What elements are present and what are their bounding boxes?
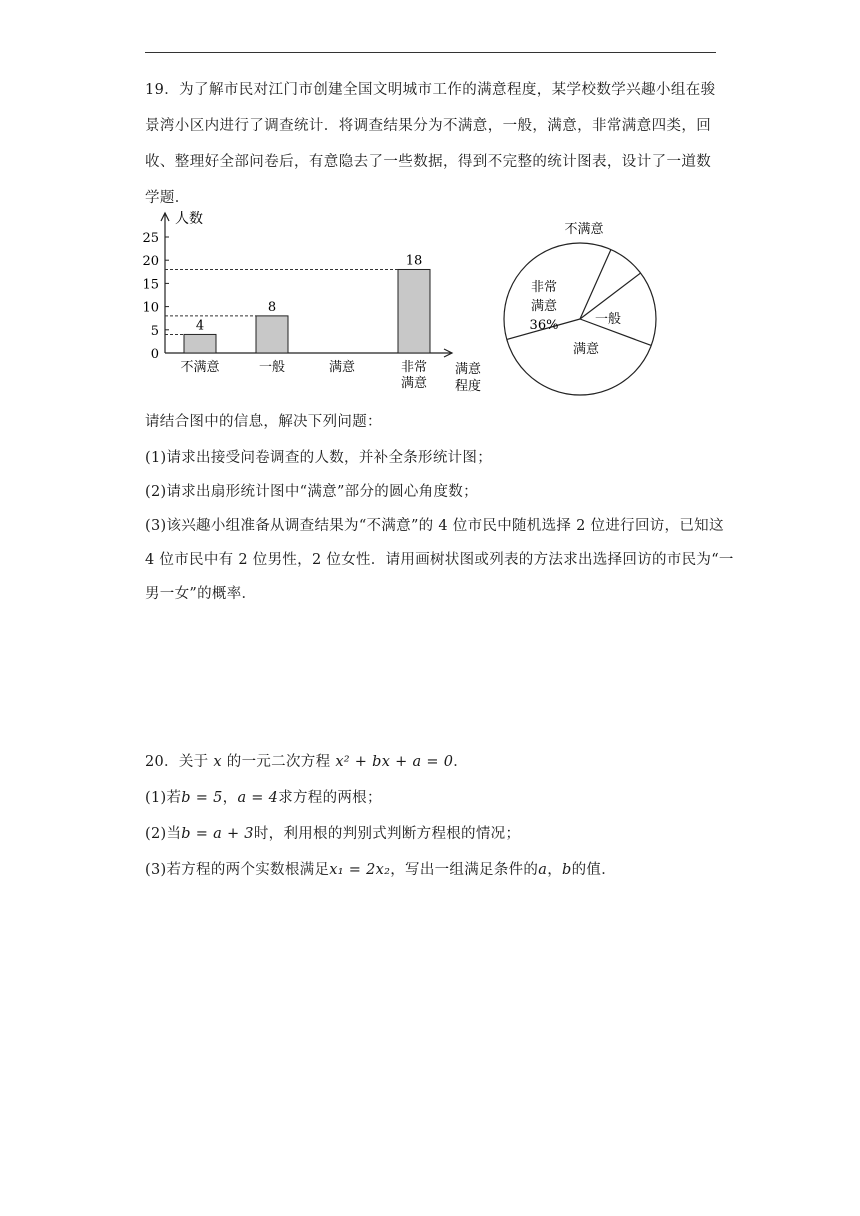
x-axis-label: 程度: [454, 379, 482, 394]
q19-item-3-line-2: 4 位市民中有 2 位男性，2 位女性．请用画树状图或列表的方法求出选择回访的市民为“一: [145, 552, 734, 568]
pie-slice-label: 满意: [530, 299, 558, 314]
y-axis-label: 人数: [175, 211, 203, 227]
pie-chart: [504, 221, 656, 395]
q20-item-3: [145, 858, 616, 879]
pie-slice-label: 满意: [572, 342, 600, 357]
header-rule: [145, 52, 716, 53]
x-axis-label: 满意: [454, 362, 482, 377]
q20-i3-a: a: [538, 862, 548, 878]
q19-item-3-line-3: 男一女”的概率．: [145, 586, 257, 602]
q20-i3-pre: (3)若方程的两个实数根满足: [145, 862, 330, 878]
q20-equation: x² + bx + a = 0: [335, 754, 454, 770]
q19-intro: 19．为了解市民对江门市创建全国文明城市工作的满意程度，某学校数学兴趣小组在骏景湾小区内进行了调查统计．将调查结果分为不满意，一般，满意，非常满意四类，回收、整理好全部问卷后，有意隐去了一些数据，得到不完整的统计图表，设计了一道数学题．: [145, 82, 716, 206]
q20-i3-end: 的值．: [571, 862, 616, 878]
x-tick-label: 一般: [258, 360, 286, 375]
bar-value-label: 4: [195, 318, 205, 334]
q20-head-text: 20．关于: [145, 754, 209, 770]
bar: [398, 269, 430, 353]
q20-i3-b: b: [562, 862, 572, 878]
q19-item-1: (1)请求出接受问卷调查的人数，并补全条形统计图；: [145, 450, 493, 466]
q20-i2-pre: (2)当: [145, 826, 182, 842]
bar: [184, 334, 216, 353]
q20-i3-post: ，写出一组满足条件的: [390, 862, 539, 878]
q19-charts: [140, 205, 680, 405]
x-tick-label: 满意: [400, 376, 428, 391]
q20-i2-post: 时，利用根的判别式判断方程根的情况；: [253, 826, 521, 842]
bar-value-label: 18: [405, 253, 423, 269]
q20-item-1: [145, 786, 382, 807]
q19-prompt: 请结合图中的信息，解决下列问题：: [145, 414, 382, 430]
x-tick-label: 非常: [400, 360, 428, 375]
bar: [256, 316, 288, 353]
y-tick-label: 20: [142, 254, 159, 270]
y-tick-label: 10: [142, 300, 159, 316]
q20-i2-eq: b = a + 3: [181, 826, 254, 842]
y-tick-label: 25: [142, 231, 159, 246]
q20-i3-comma: ，: [547, 862, 562, 878]
q20-head: [145, 750, 468, 771]
bar-value-label: 8: [267, 299, 277, 315]
y-tick-label: 15: [142, 277, 159, 293]
pie-slice-label: 非常: [530, 280, 558, 295]
q20-item-2: [145, 822, 520, 843]
q20-i1-post: 求方程的两根；: [278, 790, 382, 806]
x-tick-label: 满意: [328, 360, 356, 375]
y-tick-label: 0: [150, 347, 159, 362]
q20-i3-eq: x₁ = 2x₂: [329, 862, 391, 878]
q20-i1-eq1: b = 5: [181, 790, 223, 806]
pie-slice-label: 不满意: [564, 222, 604, 237]
x-tick-label: 不满意: [180, 360, 220, 375]
pie-slice-label: 36%: [529, 318, 559, 333]
q20-eq-end: ．: [453, 754, 469, 770]
q20-i1-pre: (1)若: [145, 790, 182, 806]
q19-item-3-line-1: (3)该兴趣小组准备从调查结果为“不满意”的 4 位市民中随机选择 2 位进行回访，已知这: [145, 518, 724, 534]
q19-item-2: (2)请求出扇形统计图中“满意”部分的圆心角度数；: [145, 484, 478, 500]
pie-slice-label: 一般: [594, 312, 622, 327]
q20-i1-sep: ，: [222, 790, 238, 806]
q20-var-x: x: [213, 754, 222, 770]
bar-chart: [142, 210, 481, 394]
y-tick-label: 5: [150, 323, 159, 339]
q20-i1-eq2: a = 4: [237, 790, 279, 806]
q20-head-tail: 的一元二次方程: [226, 754, 331, 770]
